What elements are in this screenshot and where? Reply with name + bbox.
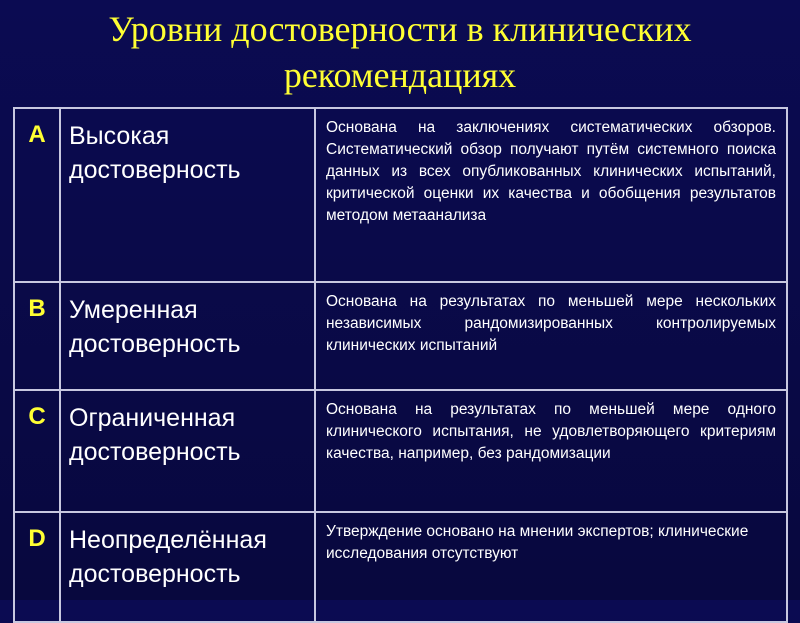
table-row [14, 282, 787, 390]
level-description: Основана на результатах по меньшей мере нескольких независимых рандомизированных контролируемых клинических испытаний [315, 282, 787, 390]
slide-title-line-2: рекомендациях [283, 55, 517, 95]
level-label [60, 390, 315, 512]
slide-title [0, 6, 800, 98]
slide-title-line-1: Уровни достоверности в клинических [108, 9, 692, 49]
level-label-line-1: Неопределённая [69, 526, 267, 554]
evidence-levels-table [13, 107, 788, 623]
level-description: Основана на заключениях систематических обзоров. Систематический обзор получают путём системного поиска данных из всех опубликованных клинических испытаний, критической оценки их качества и обобщения результатов методом метаанализа [315, 108, 787, 282]
level-label-line-2: достоверность [69, 438, 241, 466]
level-label-line-1: Ограниченная [69, 404, 236, 432]
level-letter: D [14, 512, 60, 622]
level-label-line-2: достоверность [69, 330, 241, 358]
level-letter: A [14, 108, 60, 282]
level-label-line-2: достоверность [69, 156, 241, 184]
level-label-line-1: Высокая [69, 122, 170, 150]
level-letter: C [14, 390, 60, 512]
table-row [14, 108, 787, 282]
level-label [60, 512, 315, 622]
level-label [60, 108, 315, 282]
level-label-line-1: Умеренная [69, 296, 198, 324]
level-description: Основана на результатах по меньшей мере одного клинического испытания, не удовлетворяющего критериям качества, например, без рандомизации [315, 390, 787, 512]
table-row [14, 512, 787, 622]
table-row [14, 390, 787, 512]
level-label [60, 282, 315, 390]
level-letter: B [14, 282, 60, 390]
level-description: Утверждение основано на мнении экспертов; клинические исследования отсутствуют [315, 512, 787, 622]
level-label-line-2: достоверность [69, 560, 241, 588]
